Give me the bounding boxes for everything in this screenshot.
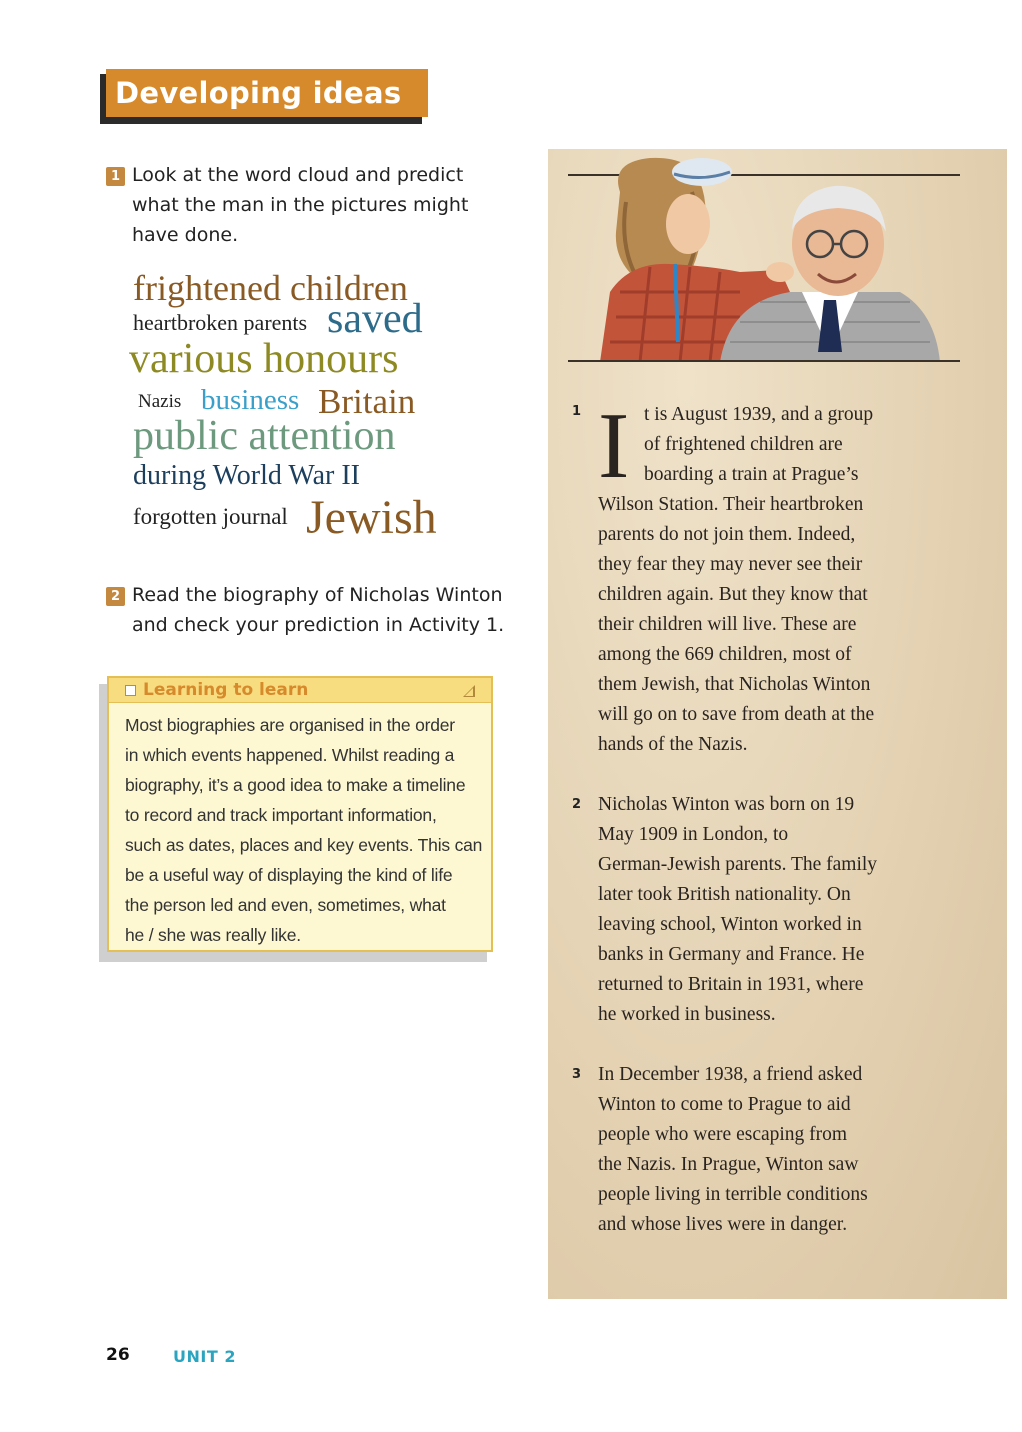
word-jewish: Jewish — [306, 491, 437, 544]
paragraph-line: he worked in business. — [598, 1004, 776, 1025]
word-frightened-children: frightened children — [133, 268, 408, 308]
paragraph-line: they fear they may never see their — [598, 554, 863, 575]
paragraph-line: In December 1938, a friend asked — [598, 1064, 863, 1085]
paragraph-line: of frightened children are — [644, 434, 843, 455]
learning-box-line: in which events happened. Whilst reading a — [125, 745, 455, 765]
activity-1-number: 1 — [106, 167, 125, 186]
paragraph-line: people who were escaping from — [598, 1124, 848, 1145]
word-nazis: Nazis — [138, 391, 182, 412]
learning-box-line: to record and track important information, — [125, 805, 437, 825]
paragraph-line: t is August 1939, and a group — [644, 404, 874, 425]
paragraph-line: Nicholas Winton was born on 19 — [598, 794, 855, 815]
learning-box-title: Learning to learn — [143, 680, 309, 700]
learning-box-line: Most biographies are organised in the order — [125, 715, 455, 735]
learning-box-line: such as dates, places and key events. This can — [125, 835, 483, 855]
paragraph-2-number: 2 — [572, 797, 582, 812]
activity-2-line: Read the biography of Nicholas Winton — [132, 584, 503, 606]
activity-1-text — [132, 160, 468, 250]
paragraph-line: Winton to come to Prague to aid — [598, 1094, 851, 1115]
paragraph-line: them Jewish, that Nicholas Winton — [598, 674, 871, 695]
paragraph-line: Wilson Station. Their heartbroken — [598, 494, 864, 515]
paragraph-1-number: 1 — [572, 404, 582, 419]
paragraph-line: German-Jewish parents. The family — [598, 854, 878, 875]
learning-box-line: biography, it’s a good idea to make a timeline — [125, 775, 466, 795]
paragraph-line: hands of the Nazis. — [598, 734, 748, 755]
paragraph-line: banks in Germany and France. He — [598, 944, 865, 965]
activity-2-line: and check your prediction in Activity 1. — [132, 614, 505, 636]
paragraph-line: parents do not join them. Indeed, — [598, 524, 856, 545]
back-arrow-icon — [506, 83, 518, 103]
learning-box-line: be a useful way of displaying the kind of life — [125, 865, 453, 885]
word-various-honours: various honours — [129, 336, 399, 382]
paragraph-line: children again. But they know that — [598, 584, 868, 605]
learning-box-header — [109, 678, 491, 703]
learning-box-body — [125, 710, 485, 950]
paragraph-line: later took British nationality. On — [598, 884, 851, 905]
paragraph-line: leaving school, Winton worked in — [598, 914, 862, 935]
word-public-attention: public attention — [133, 413, 396, 459]
paragraph-line: the Nazis. In Prague, Winton saw — [598, 1154, 859, 1175]
word-britain: Britain — [318, 382, 416, 421]
page-number: 26 — [106, 1345, 130, 1365]
checkbox-icon — [125, 685, 136, 696]
unit-label: UNIT 2 — [173, 1347, 236, 1366]
learning-to-learn-box — [107, 676, 493, 952]
activity-1-line: what the man in the pictures might — [132, 194, 469, 216]
activity-2-text — [132, 580, 504, 640]
paragraph-line: May 1909 in London, to — [598, 824, 789, 845]
paragraph-3 — [598, 1060, 918, 1240]
paragraph-line: will go on to save from death at the — [598, 704, 875, 725]
header-divider — [492, 79, 494, 107]
paragraph-line: returned to Britain in 1931, where — [598, 974, 864, 995]
paragraph-line: boarding a train at Prague’s — [644, 464, 859, 485]
word-saved: saved — [327, 296, 423, 342]
activity-2-number: 2 — [106, 587, 125, 606]
learning-box-line: the person led and even, sometimes, what — [125, 895, 446, 915]
paragraph-line: among the 669 children, most of — [598, 644, 852, 665]
drop-cap: I — [598, 394, 630, 498]
section-title: Developing ideas — [115, 76, 402, 110]
paragraph-3-number: 3 — [572, 1067, 582, 1082]
paragraph-line: and whose lives were in danger. — [598, 1214, 848, 1235]
section-header — [106, 69, 428, 117]
activity-1-line: Look at the word cloud and predict — [132, 164, 464, 186]
word-business: business — [201, 384, 300, 416]
word-during-ww2: during World War II — [133, 460, 360, 491]
paragraph-1 — [598, 394, 918, 760]
word-forgotten-journal: forgotten journal — [133, 504, 288, 529]
winton-photo — [580, 152, 940, 362]
activity-1-line: have done. — [132, 224, 239, 246]
word-heartbroken-parents: heartbroken parents — [133, 310, 308, 335]
paragraph-2 — [598, 790, 918, 1030]
learning-box-line: he / she was really like. — [125, 925, 301, 945]
paragraph-line: their children will live. These are — [598, 614, 857, 635]
paragraph-line: people living in terrible conditions — [598, 1184, 868, 1205]
photo-bottom-rule — [568, 360, 960, 362]
